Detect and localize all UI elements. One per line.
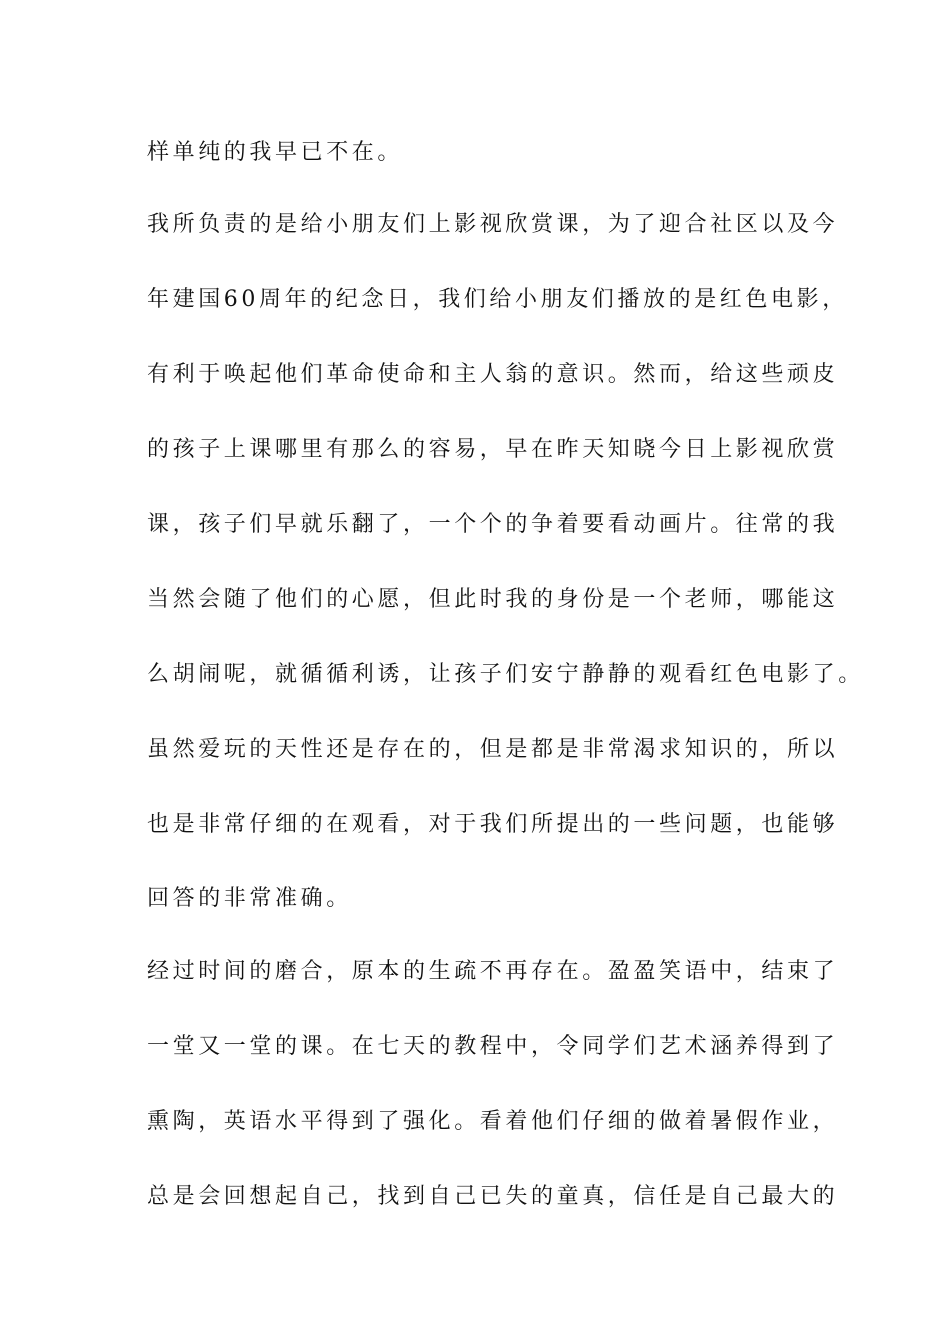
text-line-14: 熏陶，英语水平得到了强化。看着他们仔细的做着暑假作业， — [147, 1109, 839, 1134]
text-line-11: 回答的非常准确。 — [147, 886, 352, 911]
text-line-9: 虽然爱玩的天性还是存在的，但是都是非常渴求知识的，所以 — [147, 737, 839, 762]
text-line-1: 样单纯的我早已不在。 — [147, 140, 404, 165]
text-line-6: 课，孩子们早就乐翻了，一个个的争着要看动画片。往常的我 — [147, 512, 839, 537]
text-line-5: 的孩子上课哪里有那么的容易，早在昨天知晓今日上影视欣赏 — [147, 437, 839, 462]
text-line-10: 也是非常仔细的在观看，对于我们所提出的一些问题，也能够 — [147, 812, 839, 837]
text-line-13: 一堂又一堂的课。在七天的教程中，令同学们艺术涵养得到了 — [147, 1034, 839, 1059]
text-line-4: 有利于唤起他们革命使命和主人翁的意识。然而，给这些顽皮 — [147, 362, 839, 387]
text-line-7: 当然会随了他们的心愿，但此时我的身份是一个老师，哪能这 — [147, 587, 839, 612]
text-line-8: 么胡闹呢，就循循利诱，让孩子们安宁静静的观看红色电影了。 — [147, 662, 864, 687]
text-line-2: 我所负责的是给小朋友们上影视欣赏课，为了迎合社区以及今 — [147, 212, 839, 237]
text-line-15: 总是会回想起自己，找到自己已失的童真，信任是自己最大的 — [147, 1184, 839, 1209]
text-line-12: 经过时间的磨合，原本的生疏不再存在。盈盈笑语中，结束了 — [147, 959, 839, 984]
text-line-3: 年建国60周年的纪念日，我们给小朋友们播放的是红色电影， — [147, 287, 848, 312]
